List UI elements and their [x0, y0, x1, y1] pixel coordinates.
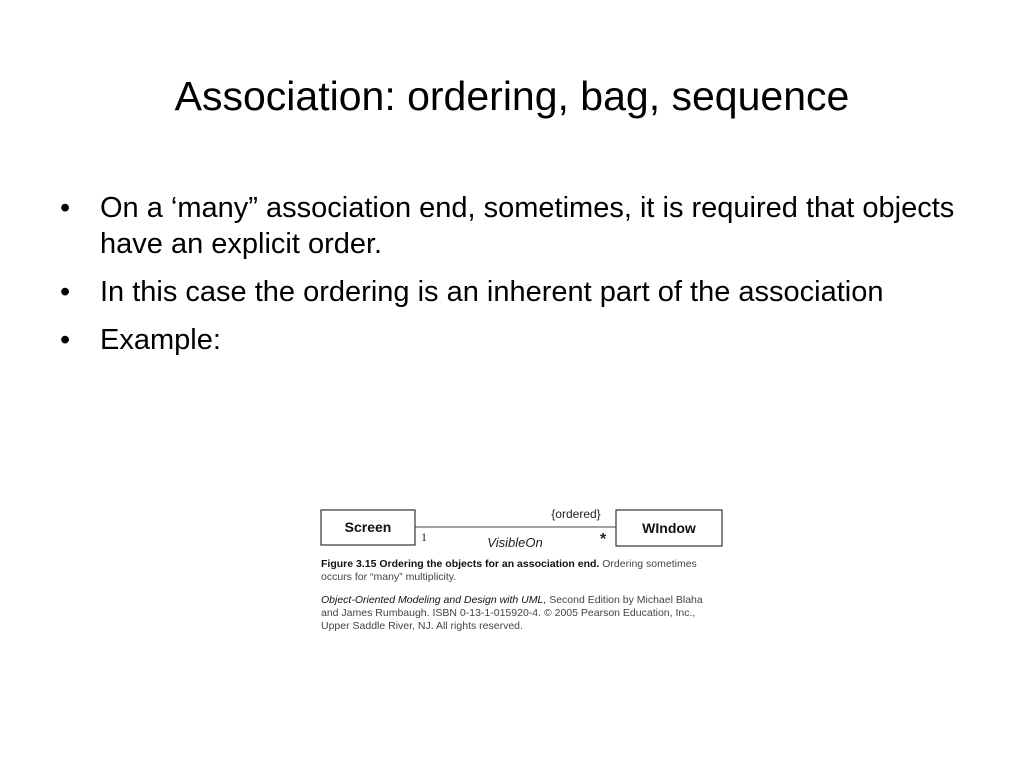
- constraint-label: {ordered}: [551, 507, 601, 521]
- uml-figure: [318, 500, 728, 650]
- multiplicity-left: 1: [421, 530, 427, 544]
- credit-text: Second Edition by Michael Blaha and James Rumbaugh. ISBN 0-13-1-015920-4. © 2005 Pearson Education, Inc., Upper Saddle River, NJ. All rights reserved.: [321, 594, 703, 632]
- bullet-item: [60, 322, 960, 358]
- class-name-screen: Screen: [344, 519, 392, 535]
- bullet-item: [60, 190, 960, 262]
- bullet-text: In this case the ordering is an inherent part of the association: [100, 276, 884, 308]
- association-name: VisibleOn: [487, 535, 543, 550]
- bullet-dot: •: [60, 276, 71, 308]
- caption-bold-text: Ordering the objects for an association end.: [379, 558, 600, 570]
- caption-figure-label: Figure 3.15: [321, 558, 377, 570]
- multiplicity-right: *: [600, 531, 607, 548]
- class-name-window: WIndow: [642, 520, 696, 536]
- bullet-dot: •: [60, 324, 71, 356]
- uml-diagram: [318, 500, 728, 556]
- caption-text: Ordering sometimes occurs for “many” multiplicity.: [321, 558, 697, 583]
- bullet-text: On a ‘many” association end, sometimes, it is required that objects have an explicit order.: [100, 192, 955, 260]
- bullet-text: Example:: [100, 324, 221, 356]
- slide-title: Association: ordering, bag, sequence: [174, 73, 850, 119]
- bullet-item: [60, 274, 960, 310]
- bullet-dot: •: [60, 192, 71, 224]
- bullet-list: [60, 190, 960, 370]
- credit-book-title: Object-Oriented Modeling and Design with UML,: [321, 594, 547, 606]
- figure-caption: [321, 558, 721, 633]
